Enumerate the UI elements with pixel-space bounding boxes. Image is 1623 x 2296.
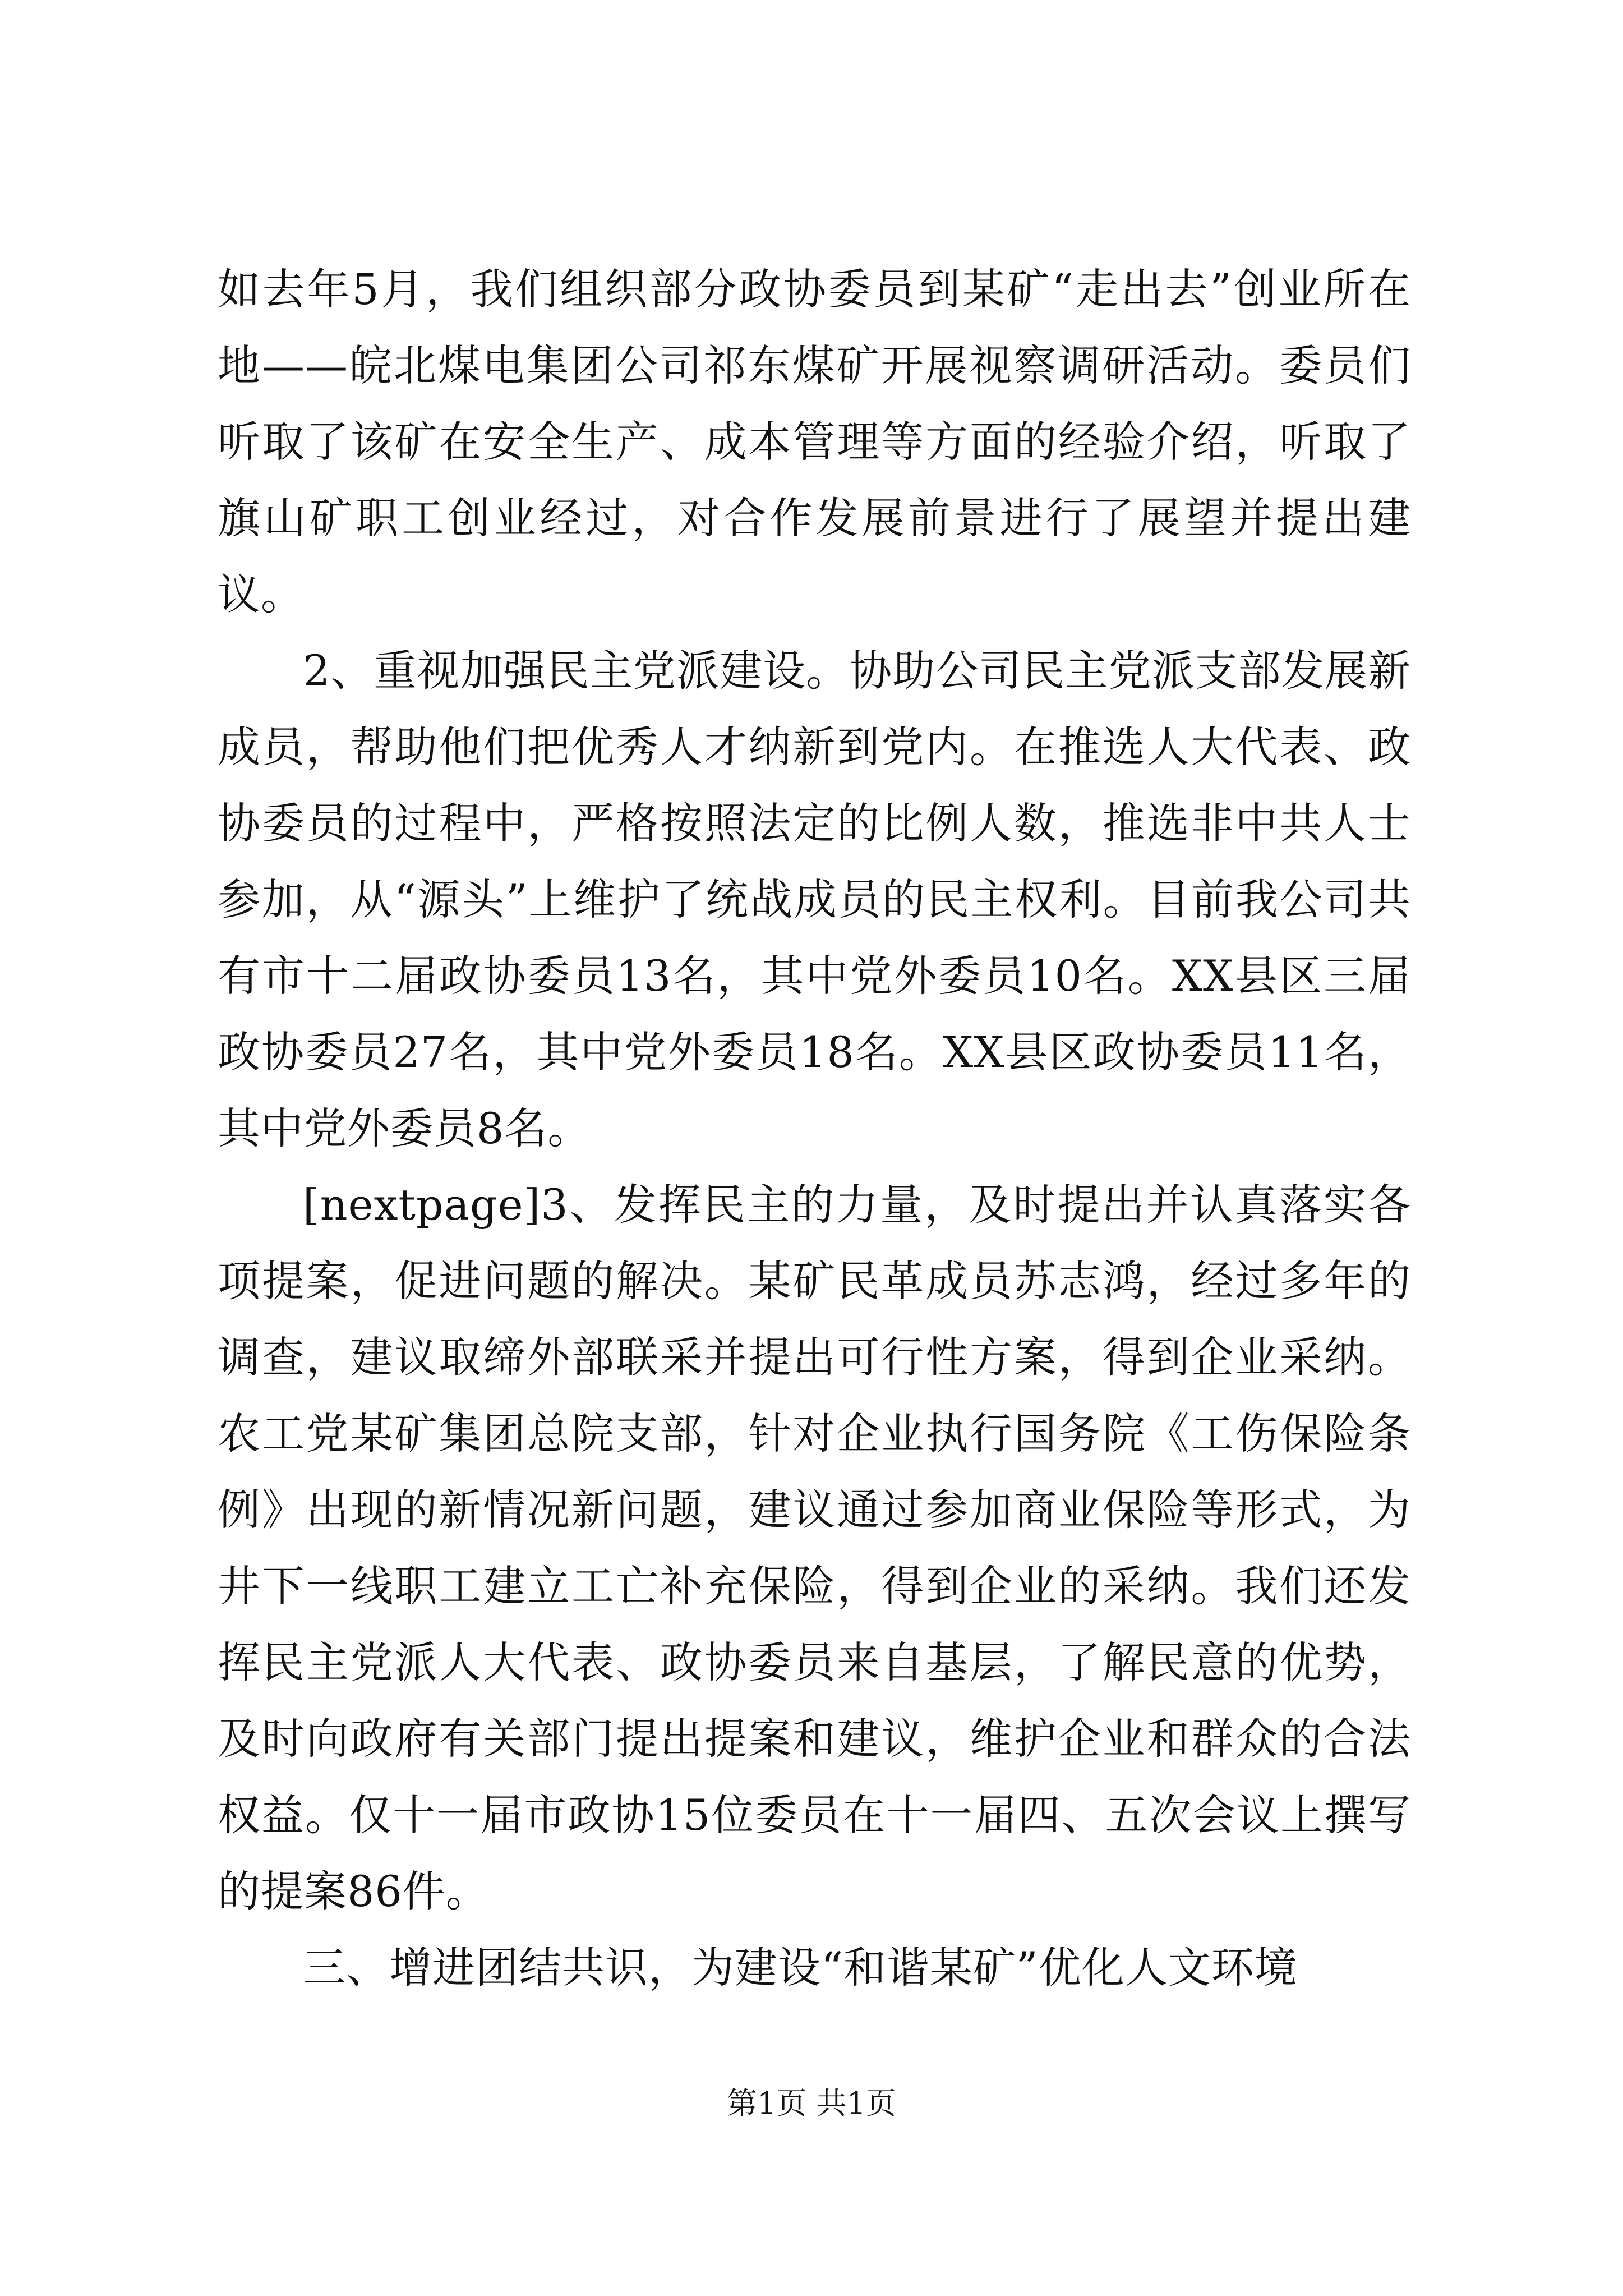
section-heading: 三、增进团结共识，为建设“和谐某矿”优化人文环境 bbox=[303, 1943, 1298, 1993]
document-body bbox=[218, 251, 1411, 2006]
paragraph-2: 2、重视加强民主党派建设。协助公司民主党派支部发展新成员，帮助他们把优秀人才纳新到党内。在推选人大代表、政协委员的过程中，严格按照法定的比例人数，推选非中共人士参加，从“源头”上维护了统战成员的民主权利。目前我公司共有市十二届政协委员13名，其中党外委员10名。XX县区三届政协委员27名，其中党外委员18名。XX县区政协委员11名，其中党外委员8名。 bbox=[218, 646, 1411, 1153]
page-footer: 第1页 共1页 bbox=[727, 2086, 896, 2121]
paragraph-3: [nextpage]3、发挥民主的力量，及时提出并认真落实各项提案，促进问题的解决。某矿民革成员苏志鸿，经过多年的调查，建议取缔外部联采并提出可行性方案，得到企业采纳。农工党某矿集团总院支部，针对企业执行国务院《工伤保险条例》出现的新情况新问题，建议通过参加商业保险等形式，为井下一线职工建立工亡补充保险，得到企业的采纳。我们还发挥民主党派人大代表、政协委员来自基层，了解民意的优势，及时向政府有关部门提出提案和建议，维护企业和群众的合法权益。仅十一届市政协15位委员在十一届四、五次会议上撰写的提案86件。 bbox=[218, 1180, 1411, 1916]
paragraph-1: 如去年5月，我们组织部分政协委员到某矿“走出去”创业所在地——皖北煤电集团公司祁东煤矿开展视察调研活动。委员们听取了该矿在安全生产、成本管理等方面的经验介绍，听取了旗山矿职工创业经过，对合作发展前景进行了展望并提出建议。 bbox=[218, 264, 1411, 619]
